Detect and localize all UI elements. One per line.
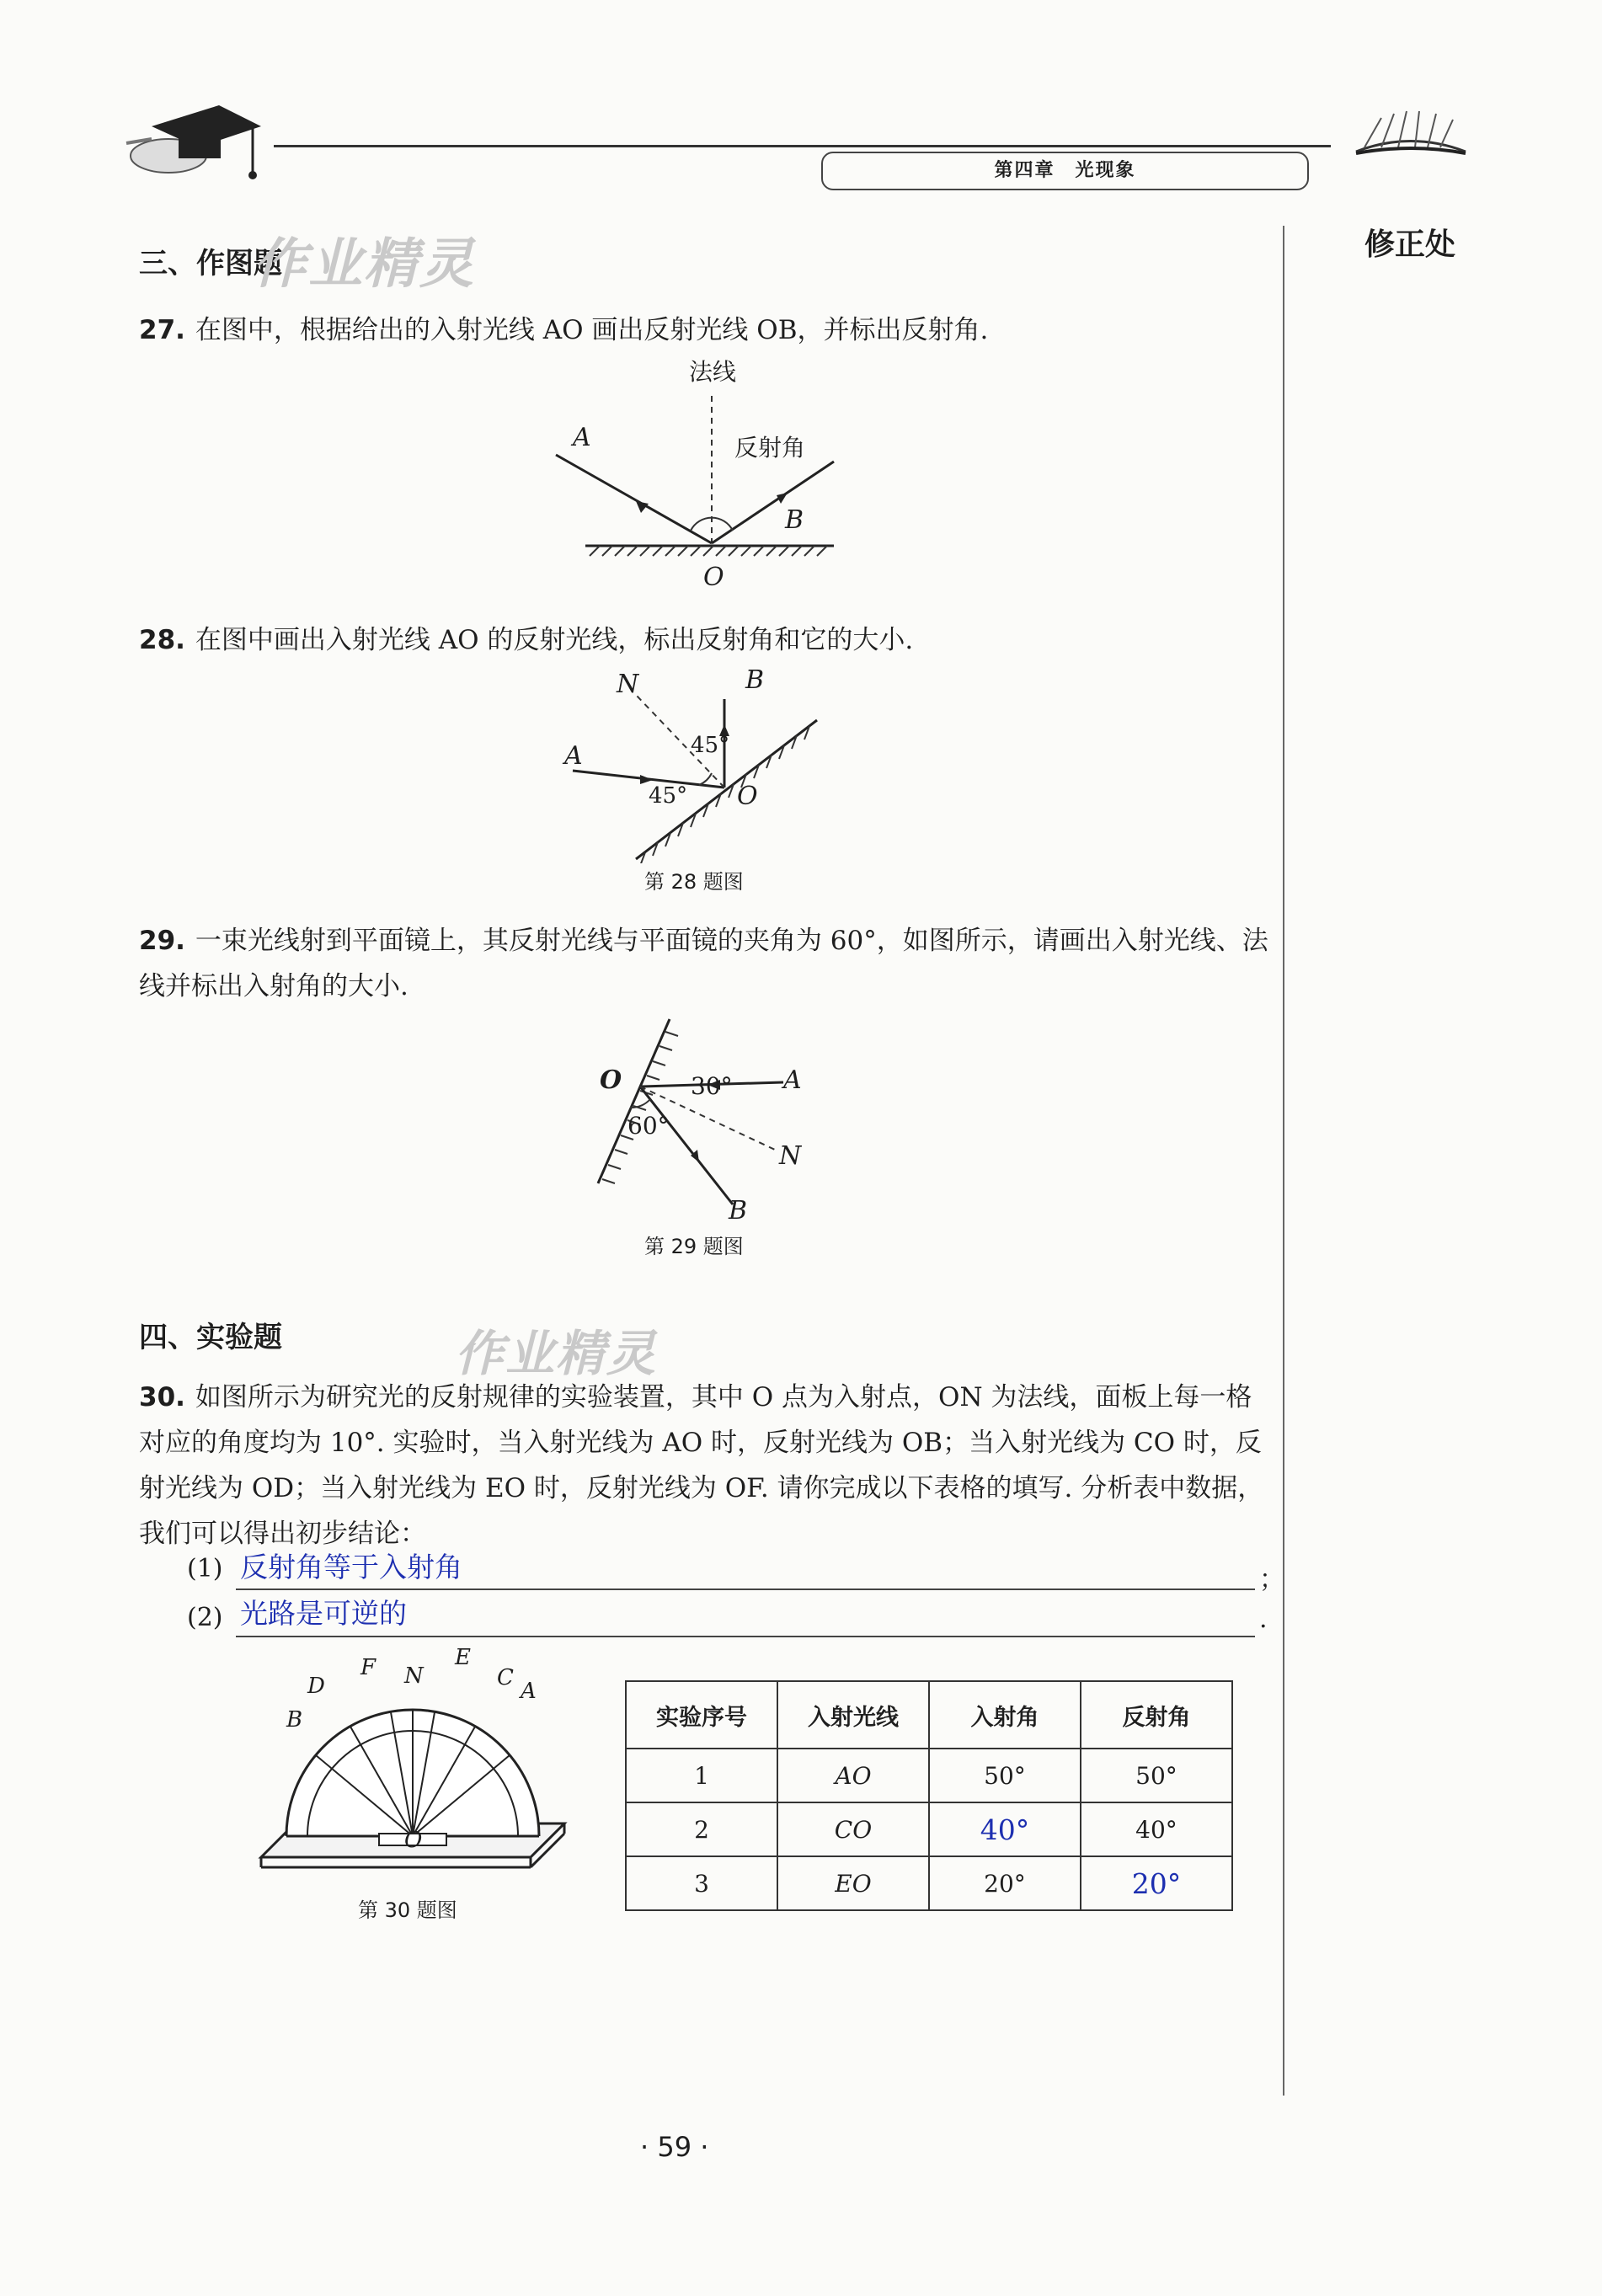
angle-label-lower: 45°	[649, 783, 688, 809]
table-cell: 40°	[1081, 1802, 1232, 1856]
figure-29	[581, 1015, 817, 1225]
point-b: B	[785, 505, 804, 535]
table-cell: 20°	[929, 1856, 1081, 1910]
conclusion-2-answer[interactable]: 光路是可逆的	[240, 1597, 407, 1630]
normal-label: 法线	[689, 358, 737, 386]
question-number: 27.	[139, 315, 185, 345]
point-c: C	[497, 1665, 514, 1690]
page-number: · 59 ·	[640, 2131, 709, 2163]
question-text: 在图中画出入射光线 AO 的反射光线，标出反射角和它的大小.	[195, 625, 914, 655]
margin-title: 修正处	[1364, 227, 1456, 262]
point-a: A	[573, 423, 591, 452]
point-n: N	[617, 670, 639, 699]
question-number: 29.	[139, 926, 185, 956]
table-cell: 3	[626, 1856, 777, 1910]
table-cell-answer[interactable]: 20°	[1081, 1856, 1232, 1910]
table-row	[626, 1749, 1232, 1802]
point-o: O	[404, 1828, 423, 1853]
point-n: N	[404, 1663, 424, 1689]
watermark: 作业精灵	[253, 233, 475, 296]
watermark-2: 作业精灵	[455, 1325, 658, 1382]
table-header-cell: 入射光线	[777, 1681, 929, 1749]
question-28	[139, 617, 1272, 663]
graduation-cap-icon	[118, 93, 270, 185]
question-30	[139, 1375, 1272, 1556]
answer-line-1	[236, 1589, 1255, 1590]
caption-30: 第 30 题图	[358, 1898, 457, 1922]
table-header-row	[626, 1681, 1232, 1749]
question-29	[139, 918, 1272, 1009]
table-cell: 1	[626, 1749, 777, 1802]
table-row	[626, 1802, 1232, 1856]
point-e: E	[455, 1645, 471, 1670]
header-rule	[274, 145, 1331, 147]
conclusion-2-end: .	[1259, 1605, 1268, 1634]
point-a: A	[564, 741, 583, 771]
table-header-cell: 实验序号	[626, 1681, 777, 1749]
figure-30	[253, 1645, 573, 1882]
section-title-drawing: 三、作图题	[139, 247, 282, 280]
angle-label: 反射角	[734, 434, 806, 462]
book-icon	[1348, 101, 1474, 160]
point-a: A	[783, 1065, 802, 1095]
angle-label-30: 30°	[691, 1072, 733, 1100]
table-cell: 2	[626, 1802, 777, 1856]
margin-divider	[1283, 226, 1284, 2096]
point-o: O	[600, 1065, 622, 1095]
point-d: D	[307, 1674, 325, 1699]
figure-27	[539, 354, 876, 606]
answer-line-2	[236, 1636, 1255, 1637]
conclusion-2-prefix: (2)	[187, 1603, 223, 1632]
table-header-cell: 反射角	[1081, 1681, 1232, 1749]
section-title-experiment: 四、实验题	[139, 1321, 282, 1354]
table-cell: CO	[777, 1802, 929, 1856]
caption-29: 第 29 题图	[644, 1235, 744, 1258]
question-text: 在图中，根据给出的入射光线 AO 画出反射光线 OB，并标出反射角.	[195, 315, 989, 345]
table-cell: 50°	[1081, 1749, 1232, 1802]
figure-28	[556, 665, 834, 863]
point-o: O	[737, 782, 758, 811]
point-n: N	[779, 1141, 802, 1171]
chapter-title: 第四章 光现象	[821, 152, 1309, 190]
question-27	[139, 307, 1272, 353]
question-number: 30.	[139, 1382, 185, 1412]
table-cell-answer[interactable]: 40°	[929, 1802, 1081, 1856]
point-o: O	[703, 563, 724, 592]
table-cell: EO	[777, 1856, 929, 1910]
angle-label-60: 60°	[627, 1112, 670, 1140]
caption-28: 第 28 题图	[644, 870, 744, 894]
conclusion-1-prefix: (1)	[187, 1554, 223, 1583]
table-header-cell: 入射角	[929, 1681, 1081, 1749]
point-b: B	[286, 1707, 303, 1733]
angle-label-upper: 45°	[691, 733, 730, 758]
point-b: B	[729, 1196, 748, 1225]
conclusion-1-answer[interactable]: 反射角等于入射角	[240, 1551, 462, 1583]
table-cell: AO	[777, 1749, 929, 1802]
point-b: B	[745, 665, 765, 695]
point-a: A	[521, 1679, 537, 1704]
header-logo	[118, 93, 270, 185]
table-cell: 50°	[929, 1749, 1081, 1802]
table-row	[626, 1856, 1232, 1910]
question-number: 28.	[139, 625, 185, 655]
conclusion-1-end: ；	[1259, 1565, 1284, 1594]
question-text: 一束光线射到平面镜上，其反射光线与平面镜的夹角为 60°，如图所示，请画出入射光线、法线并标出入射角的大小.	[139, 926, 1268, 1001]
question-text: 如图所示为研究光的反射规律的实验装置，其中 O 点为入射点，ON 为法线，面板上每一格对应的角度均为 10°. 实验时，当入射光线为 AO 时，反射光线为 OB；当入射光线为 CO 时，反射光线为 OD；当入射光线为 EO 时，反射光线为 OF. 请你完成以下表格的填写. 分析表中数据，我们可以得出初步结论：	[139, 1382, 1264, 1549]
experiment-table	[625, 1680, 1233, 1911]
point-f: F	[360, 1655, 376, 1680]
